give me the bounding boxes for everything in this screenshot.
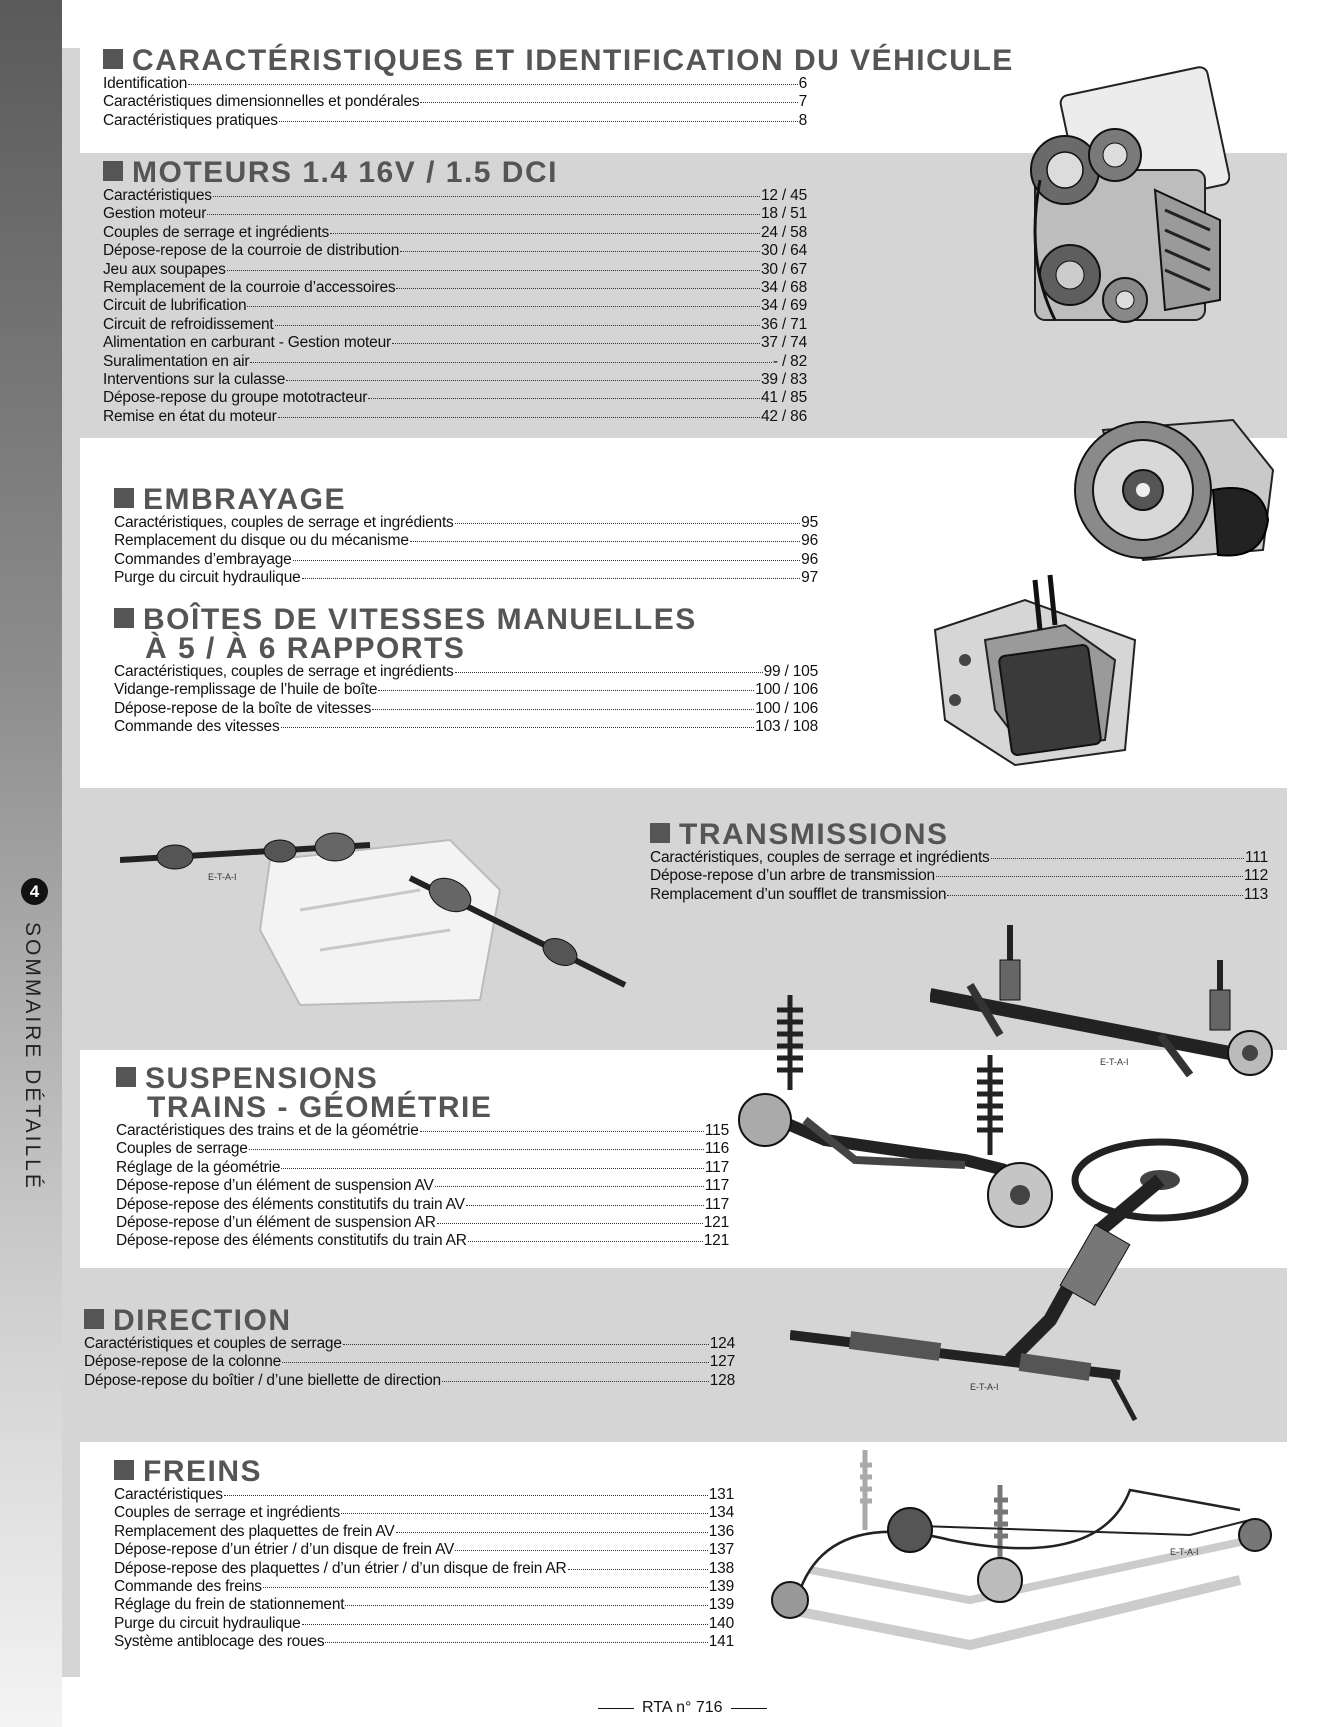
- toc-item[interactable]: Dépose-repose d’un élément de suspension AR 121: [116, 1214, 729, 1232]
- steering-illustration: [790, 1130, 1280, 1430]
- toc-item[interactable]: Identification 6: [103, 75, 807, 92]
- section-title: TRANSMISSIONS: [650, 820, 1270, 849]
- toc-item[interactable]: Caractéristiques, couples de serrage et ingrédients 99 / 105: [114, 663, 818, 680]
- sidebar-title: SOMMAIRE DÉTAILLÉ: [21, 922, 44, 1191]
- section-title: MOTEURS 1.4 16V / 1.5 DCI: [103, 158, 823, 187]
- toc-item[interactable]: Dépose-repose de la courroie de distribution 30 / 64: [103, 242, 807, 260]
- toc-list: [116, 1122, 729, 1251]
- toc-item[interactable]: Couples de serrage et ingrédients 134: [114, 1504, 734, 1522]
- driveshaft-illustration: [120, 820, 630, 1010]
- toc-item[interactable]: Jeu aux soupapes 30 / 67: [103, 260, 807, 278]
- toc-list: [114, 514, 818, 588]
- toc-item[interactable]: Dépose-repose d’un étrier / d’un disque de frein AV 137: [114, 1541, 734, 1559]
- toc-list: [103, 187, 807, 426]
- toc-item[interactable]: Interventions sur la culasse 39 / 83: [103, 371, 807, 389]
- toc-item[interactable]: Remplacement des plaquettes de frein AV 136: [114, 1522, 734, 1540]
- bullet-square-icon: [114, 488, 134, 508]
- toc-item[interactable]: Dépose-repose des éléments constitutifs du train AR 121: [116, 1232, 729, 1250]
- section-freins: [114, 1457, 754, 1652]
- toc-item[interactable]: Caractéristiques pratiques 8: [103, 111, 807, 129]
- etai-label: E-T-A-I: [1170, 1547, 1199, 1557]
- section-title: EMBRAYAGE: [114, 485, 834, 514]
- band-suspensions-edge: [62, 1050, 80, 1268]
- brakes-illustration: [770, 1450, 1285, 1665]
- section-identification: [103, 46, 1103, 130]
- section-title: FREINS: [114, 1457, 754, 1486]
- toc-item[interactable]: Couples de serrage 116: [116, 1140, 729, 1158]
- toc-item[interactable]: Remplacement d’un soufflet de transmission 113: [650, 885, 1268, 903]
- bullet-square-icon: [84, 1309, 104, 1329]
- etai-label: E-T-A-I: [1100, 1057, 1129, 1067]
- toc-item[interactable]: Dépose-repose de la boîte de vitesses 100 / 106: [114, 699, 818, 717]
- toc-item[interactable]: Dépose-repose des éléments constitutifs du train AV 117: [116, 1195, 729, 1213]
- section-suspensions: [116, 1064, 736, 1251]
- toc-item[interactable]: Couples de serrage et ingrédients 24 / 58: [103, 223, 807, 241]
- toc-item[interactable]: Réglage du frein de stationnement 139: [114, 1596, 734, 1614]
- toc-item[interactable]: Suralimentation en air - / 82: [103, 352, 807, 370]
- bullet-square-icon: [116, 1067, 136, 1087]
- toc-item[interactable]: Dépose-repose de la colonne 127: [84, 1353, 735, 1371]
- bullet-square-icon: [103, 49, 123, 69]
- toc-list: [84, 1335, 735, 1390]
- toc-item[interactable]: Dépose-repose du groupe mototracteur 41 / 85: [103, 389, 807, 407]
- etai-label: E-T-A-I: [970, 1382, 999, 1392]
- bullet-square-icon: [114, 608, 134, 628]
- footer-rule-left: [598, 1708, 634, 1709]
- section-title: SUSPENSIONS: [116, 1064, 736, 1093]
- toc-item[interactable]: Commandes d’embrayage 96: [114, 550, 818, 568]
- toc-item[interactable]: Dépose-repose des plaquettes / d’un étrier / d’un disque de frein AR 138: [114, 1559, 734, 1577]
- page-number-badge: 4: [21, 878, 48, 905]
- band-header: [62, 48, 80, 153]
- footer: [598, 1699, 767, 1717]
- toc-item[interactable]: Système antiblocage des roues 141: [114, 1633, 734, 1651]
- toc-list: [650, 849, 1268, 904]
- section-title: CARACTÉRISTIQUES ET IDENTIFICATION DU VÉHICULE: [103, 46, 1103, 75]
- footer-text: RTA n° 716: [642, 1699, 723, 1716]
- toc-list: [103, 75, 807, 130]
- toc-item[interactable]: Vidange-remplissage de l’huile de boîte 100 / 106: [114, 681, 818, 699]
- section-title-line2: TRAINS - GÉOMÉTRIE: [147, 1091, 493, 1124]
- section-title-line2: À 5 / À 6 RAPPORTS: [145, 632, 466, 665]
- bullet-square-icon: [103, 161, 123, 181]
- side-strip: [0, 0, 62, 1727]
- toc-item[interactable]: Gestion moteur 18 / 51: [103, 205, 807, 223]
- toc-item[interactable]: Caractéristiques, couples de serrage et ingrédients 111: [650, 849, 1268, 866]
- toc-item[interactable]: Circuit de lubrification 34 / 69: [103, 297, 807, 315]
- gearbox-illustration: [925, 570, 1145, 770]
- toc-item[interactable]: Réglage de la géométrie 117: [116, 1158, 729, 1176]
- toc-item[interactable]: Caractéristiques et couples de serrage 124: [84, 1335, 735, 1352]
- section-title: BOÎTES DE VITESSES MANUELLES: [114, 605, 854, 634]
- toc-item[interactable]: Caractéristiques dimensionnelles et pondérales 7: [103, 93, 807, 111]
- bullet-square-icon: [114, 1460, 134, 1480]
- bullet-square-icon: [650, 823, 670, 843]
- section-transmissions: [650, 820, 1270, 904]
- toc-item[interactable]: Remplacement de la courroie d’accessoires 34 / 68: [103, 279, 807, 297]
- band-embrayage-edge: [62, 438, 80, 788]
- toc-item[interactable]: Caractéristiques 12 / 45: [103, 187, 807, 204]
- toc-item[interactable]: Caractéristiques des trains et de la géométrie 115: [116, 1122, 729, 1139]
- section-boites: [114, 605, 854, 737]
- toc-item[interactable]: Dépose-repose d’un élément de suspension AV 117: [116, 1177, 729, 1195]
- band-freins-edge: [62, 1442, 80, 1677]
- section-embrayage: [114, 485, 834, 588]
- engine-illustration: [1015, 60, 1230, 360]
- footer-rule-right: [731, 1708, 767, 1709]
- toc-item[interactable]: Remplacement du disque ou du mécanisme 96: [114, 532, 818, 550]
- toc-item[interactable]: Commande des vitesses 103 / 108: [114, 718, 818, 736]
- toc-item[interactable]: Purge du circuit hydraulique 97: [114, 569, 818, 587]
- toc-item[interactable]: Purge du circuit hydraulique 140: [114, 1614, 734, 1632]
- toc-item[interactable]: Caractéristiques 131: [114, 1486, 734, 1503]
- toc-item[interactable]: Commande des freins 139: [114, 1578, 734, 1596]
- toc-item[interactable]: Alimentation en carburant - Gestion moteur 37 / 74: [103, 334, 807, 352]
- toc-item[interactable]: Remise en état du moteur 42 / 86: [103, 407, 807, 425]
- toc-item[interactable]: Dépose-repose du boîtier / d’une biellette de direction 128: [84, 1371, 735, 1389]
- clutch-illustration: [1063, 410, 1283, 570]
- section-direction: [84, 1306, 744, 1390]
- toc-list: [114, 1486, 734, 1652]
- section-moteurs: [103, 158, 823, 426]
- toc-item[interactable]: Dépose-repose d’un arbre de transmission 112: [650, 867, 1268, 885]
- toc-list: [114, 663, 818, 737]
- etai-label: E-T-A-I: [208, 872, 237, 882]
- toc-item[interactable]: Caractéristiques, couples de serrage et ingrédients 95: [114, 514, 818, 531]
- toc-item[interactable]: Circuit de refroidissement 36 / 71: [103, 315, 807, 333]
- section-title: DIRECTION: [84, 1306, 744, 1335]
